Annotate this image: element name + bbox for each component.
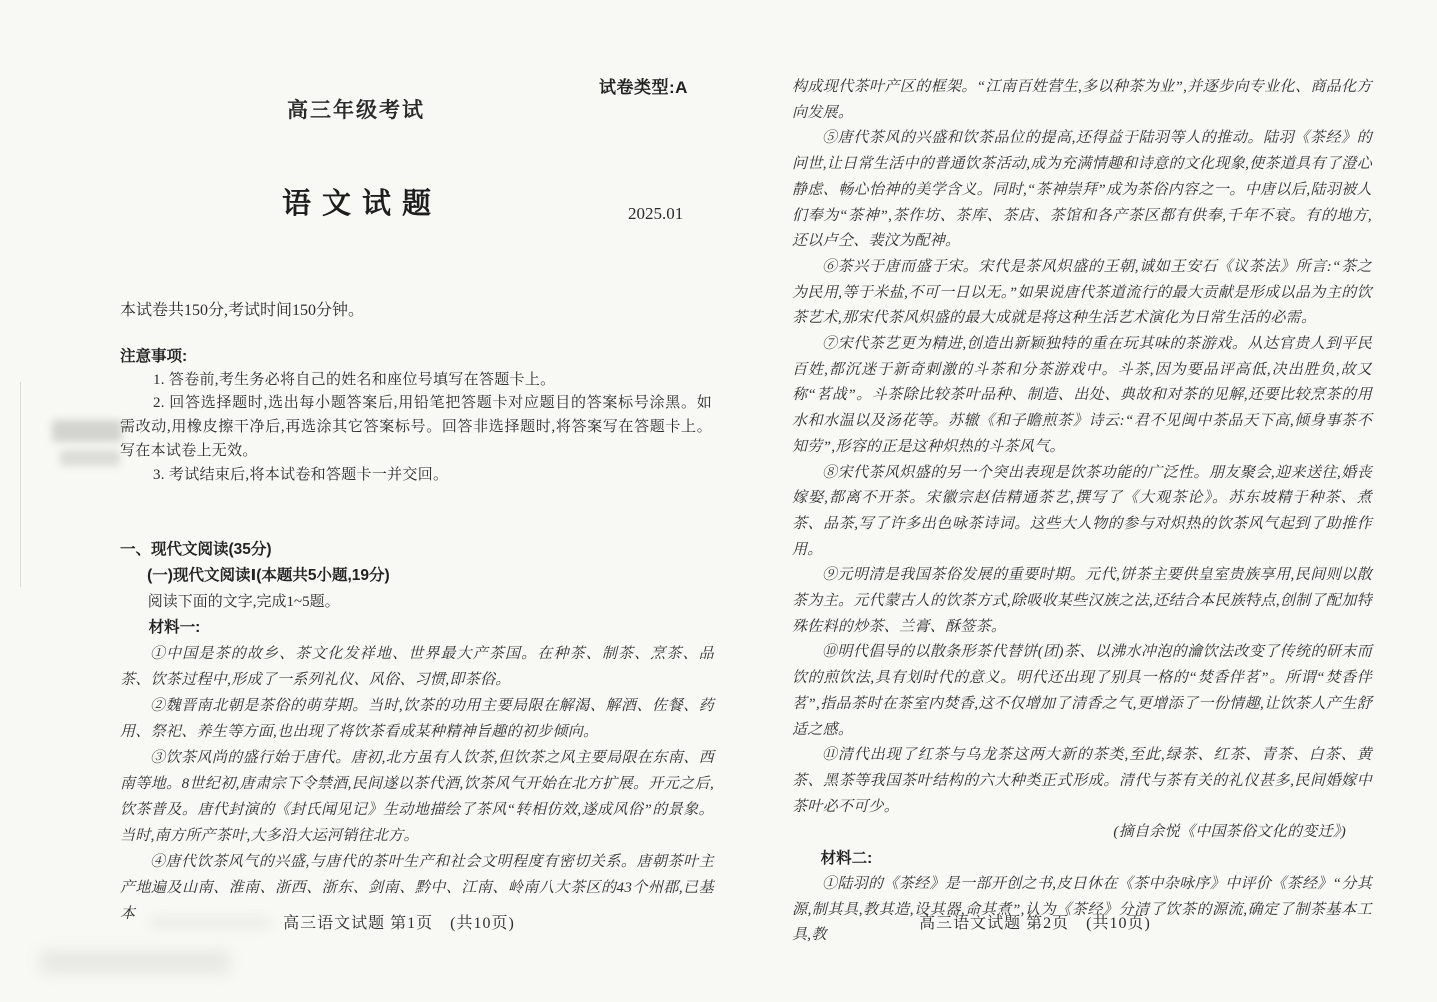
material2-paragraph-1: ①陆羽的《茶经》是一部开创之书,皮日休在《茶中杂咏序》中评价《茶经》“分其源,制其具,教其造,设其器,命其煮”,认为《茶经》分清了饮茶的源流,确定了制茶基本工具,教	[792, 875, 1372, 944]
page1-body	[120, 537, 714, 927]
scan-smudge	[60, 450, 120, 466]
exam-title: 高三年级考试	[287, 98, 425, 122]
material1-heading: 材料一:	[148, 619, 201, 636]
material1-paragraph-5: ⑤唐代茶风的兴盛和饮茶品位的提高,还得益于陆羽等人的推动。陆羽《茶经》的问世,让日常生活中的普通饮茶活动,成为充满情趣和诗意的文化现象,使茶道具有了澄心静虑、畅心怡神的美学含义。同时,“茶神崇拜”成为茶俗内容之一。中唐以后,陆羽被人们奉为“茶神”,茶作坊、茶库、茶店、茶馆和各产茶区都有供奉,千年不衰。有的地方,还以卢仝、裴汶为配神。	[792, 130, 1372, 250]
scan-crease	[20, 382, 21, 587]
notes-heading: 注意事项:	[120, 348, 188, 365]
page2-body	[792, 75, 1372, 949]
exam-date: 2025.01	[628, 204, 684, 223]
material1-paragraph-9: ⑨元明清是我国茶俗发展的重要时期。元代,饼茶主要供皇室贵族享用,民间则以散茶为主。元代蒙古人的饮茶方式,除吸收某些汉族之法,还结合本民族特点,创制了配加特殊佐料的炒茶、兰膏、酥签茶。	[792, 567, 1372, 635]
material1-paragraph-8: ⑧宋代茶风炽盛的另一个突出表现是饮茶功能的广泛性。朋友聚会,迎来送往,婚丧嫁娶,都离不开茶。宋徽宗赵佶精通茶艺,撰写了《大观茶论》。苏东坡精于种茶、煮茶、品茶,写了许多出色咏茶诗词。这些大人物的参与对炽热的饮茶风气起到了助推作用。	[792, 464, 1372, 558]
section-heading: 一、现代文阅读(35分)	[120, 541, 272, 558]
material2-heading: 材料二:	[820, 850, 873, 868]
note-item: 2. 回答选择题时,选出每小题答案后,用铅笔把答题卡对应题目的答案标号涂黑。如需改动,用橡皮擦干净后,再选涂其它答案标号。回答非选择题时,将答案写在答题卡上。写在本试卷上无效。	[120, 395, 712, 459]
page-1	[112, 0, 714, 1002]
material1-paragraph-2: ②魏晋南北朝是茶俗的萌芽期。当时,饮茶的功用主要局限在解渴、解酒、佐餐、药用、祭祀、养生等方面,也出现了将饮茶看成某种精神旨趣的初步倾向。	[120, 698, 714, 740]
notes-block	[120, 345, 712, 487]
material1-paragraph-7: ⑦宋代茶艺更为精进,创造出新颖独特的重在玩其味的茶游戏。从达官贵人到平民百姓,都沉迷于新奇刺激的斗茶和分茶游戏中。斗茶,因为要品评高低,决出胜负,故又称“茗战”。斗茶除比较茶叶品种、制造、出处、典故和对茶的见解,还要比较烹茶的用水和水温以及汤花等。苏辙《和子瞻煎茶》诗云:“君不见闽中茶品天下高,倾身事茶不知劳”,形容的正是这种炽热的斗茶风气。	[792, 336, 1372, 455]
material1-paragraph-10: ⑩明代倡导的以散条形茶代替饼(团)茶、以沸水冲泡的瀹饮法改变了传统的研末而饮的煎饮法,具有划时代的意义。明代还出现了别具一格的“焚香伴茗”。所谓“焚香伴茗”,指品茶时在茶室内焚香,这不仅增加了清香之气,更增添了一份情趣,让饮茶人产生舒适之感。	[792, 644, 1372, 738]
material1-paragraph-6: ⑥茶兴于唐而盛于宋。宋代是茶风炽盛的王朝,诚如王安石《议茶法》所言:“茶之为民用,等于米盐,不可一日以无。”如果说唐代茶道流行的最大贡献是形成以品为主的饮茶艺术,那宋代茶风炽盛的最大成就是将这种生活艺术演化为日常生活的必需。	[792, 258, 1372, 327]
page-2	[790, 0, 1372, 1002]
material1-paragraph-11: ⑪清代出现了红茶与乌龙茶这两大新的茶类,至此,绿茶、红茶、青茶、白茶、黄茶、黑茶等我国茶叶结构的六大种类正式形成。清代与茶有关的礼仪甚多,民间婚嫁中茶叶必不可少。	[792, 747, 1372, 815]
material1-paragraph-1: ①中国是茶的故乡、茶文化发祥地、世界最大产茶国。在种茶、制茶、烹茶、品茶、饮茶过程中,形成了一系列礼仪、风俗、习惯,即茶俗。	[120, 646, 714, 688]
page1-footer: 高三语文试题 第1页 (共10页)	[283, 915, 515, 932]
material1-paragraph-3: ③饮茶风尚的盛行始于唐代。唐初,北方虽有人饮茶,但饮茶之风主要局限在东南、西南等地。8世纪初,唐肃宗下令禁酒,民间遂以茶代酒,饮茶风气开始在北方扩展。开元之后,饮茶普及。唐代封演的《封氏闻见记》生动地描绘了茶风“转相仿效,遂成风俗”的景象。当时,南方所产茶叶,大多沿大运河销往北方。	[120, 750, 714, 844]
note-item: 1. 答卷前,考生务必将自己的姓名和座位号填写在答题卡上。	[153, 371, 556, 388]
note-item: 3. 考试结束后,将本试卷和答题卡一并交回。	[153, 466, 449, 483]
subject-title: 语文试题	[282, 188, 443, 220]
page2-footer: 高三语文试题 第2页 (共10页)	[919, 915, 1151, 932]
paper-type-label: 试卷类型:A	[599, 78, 688, 97]
material1-attribution: (摘自余悦《中国茶俗文化的变迁》)	[1113, 824, 1346, 841]
exam-intro: 本试卷共150分,考试时间150分钟。	[120, 302, 365, 319]
material1-paragraph-4-continuation: 构成现代茶叶产区的框架。“江南百姓营生,多以种茶为业”,并逐步向专业化、商品化方向发展。	[792, 79, 1372, 121]
subsection-heading: (一)现代文阅读Ⅰ(本题共5小题,19分)	[147, 567, 390, 584]
material1-paragraph-4: ④唐代饮茶风气的兴盛,与唐代的茶叶生产和社会文明程度有密切关系。唐朝茶叶主产地遍及山南、淮南、浙西、浙东、剑南、黔中、江南、岭南八大茶区的43个州郡,已基本	[120, 854, 714, 922]
reading-instruction: 阅读下面的文字,完成1~5题。	[147, 594, 340, 610]
